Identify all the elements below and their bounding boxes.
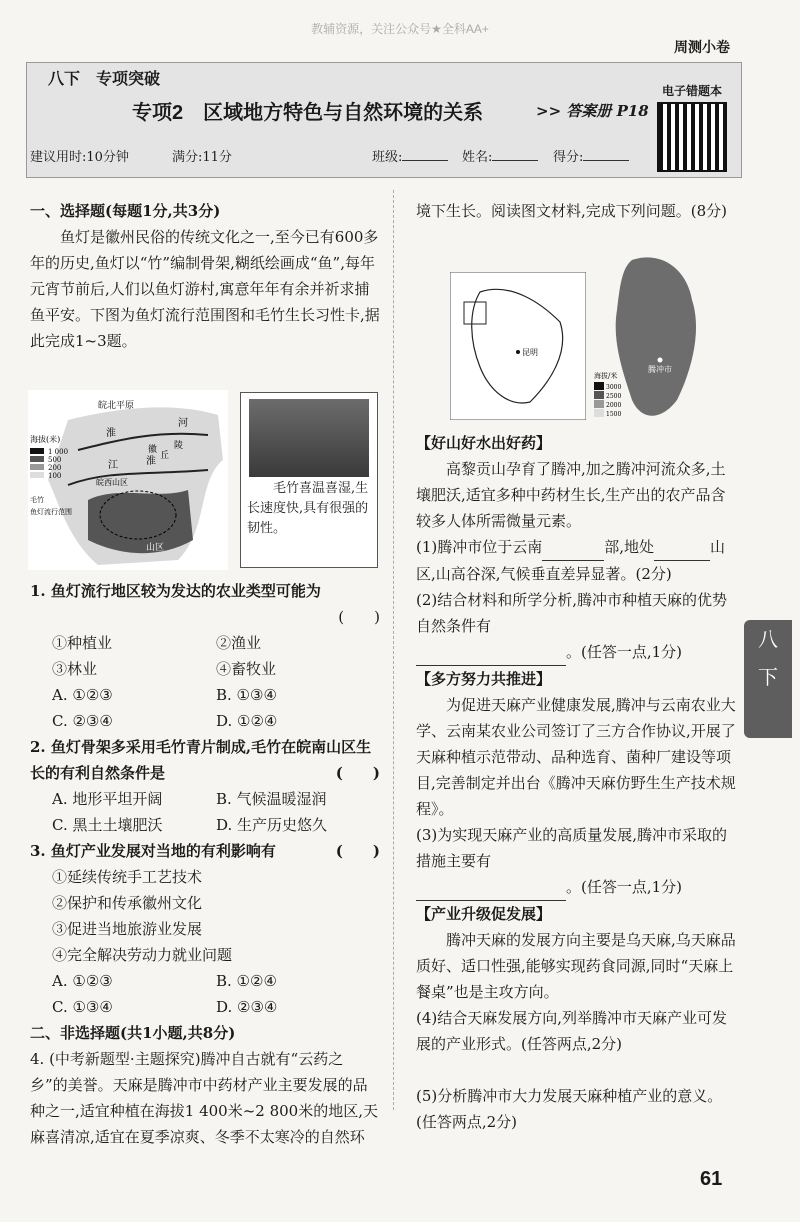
rq5: (5)分析腾冲市大力发展天麻种植产业的意义。(任答两点,2分) — [416, 1087, 723, 1131]
bamboo-card — [240, 392, 378, 568]
q1-item-2: ②渔业 — [216, 634, 262, 652]
legend-bamboo: 毛竹 — [30, 496, 44, 504]
qr-code-icon[interactable] — [657, 102, 727, 172]
bamboo-caption: 毛竹喜温喜湿,生长速度快,具有很强的韧性。 — [247, 481, 369, 536]
rq2: (2)结合材料和所学分析,腾冲市种植天麻的优势自然条件有 — [416, 591, 728, 635]
map-mountain-area — [88, 490, 193, 553]
legend-value-1: 1 000 — [48, 448, 69, 456]
q3-option-a[interactable]: A. ①②③ — [52, 972, 113, 990]
q2-option-c[interactable]: C. 黑土土壤肥沃 — [52, 816, 163, 834]
q3-option-b[interactable]: B. ①②④ — [216, 972, 277, 990]
fish-lantern-map — [28, 390, 228, 570]
qr-box[interactable] — [650, 82, 734, 172]
q1-option-a[interactable]: A. ①②③ — [52, 686, 113, 704]
section-upgrade: 【产业升级促发展】 — [416, 905, 552, 923]
rq3-answer[interactable]: 。(任答一点,1分) — [416, 874, 736, 901]
section-nonchoice-heading: 二、非选择题(共1小题,共8分) — [30, 1024, 236, 1042]
bamboo-photo — [249, 399, 369, 477]
q2-option-b[interactable]: B. 气候温暖湿润 — [216, 790, 327, 808]
kunming-dot — [516, 350, 520, 354]
map-label-jiang: 江 — [108, 460, 118, 471]
rq4: (4)结合天麻发展方向,列举腾冲市天麻产业可发展的产业形式。(任答两点,2分) — [416, 1009, 728, 1053]
map-label-hui: 徽 — [148, 445, 158, 455]
right-continue: 境下生长。阅读图文材料,完成下列问题。(8分) — [416, 202, 728, 220]
name-label: 姓名: — [462, 150, 493, 165]
page-title: 专项2 区域地方特色与自然环境的关系 — [132, 102, 484, 124]
q1-item-4: ④畜牧业 — [216, 660, 277, 678]
class-label: 班级: — [372, 150, 403, 165]
column-divider — [393, 190, 395, 1110]
relief-value-1: 3000 — [606, 384, 622, 391]
unit-side-tab[interactable] — [744, 620, 792, 738]
side-tab-char-1: 八 — [758, 627, 778, 651]
section-good-mountain: 【好山好水出好药】 — [416, 434, 552, 452]
legend-value-3: 200 — [48, 464, 62, 472]
q3-item-2: ②保护和传承徽州文化 — [52, 894, 203, 912]
tengchong-terrain — [616, 257, 696, 415]
q3-stem: 3. 鱼灯产业发展对当地的有利影响有 ( ) — [30, 838, 380, 864]
upgrade-text: 腾冲天麻的发展方向主要是乌天麻,乌天麻品质好、适口性强,能够实现药食同源,同时“天麻上餐桌”也是主攻方向。 — [416, 931, 736, 1001]
q1-option-c[interactable]: C. ②③④ — [52, 712, 113, 730]
relief-value-2: 2500 — [606, 393, 622, 400]
rq3: (3)为实现天麻产业的高质量发展,腾冲市采取的措施主要有 — [416, 826, 728, 870]
watermark: 教辅资源，关注公众号★全科AA+ — [311, 22, 489, 36]
q1-stem: 1. 鱼灯流行地区较为发达的农业类型可能为 — [30, 582, 321, 600]
map-label-river: 河 — [178, 418, 188, 429]
score-field[interactable] — [553, 146, 629, 165]
q1-option-d[interactable]: D. ①②④ — [216, 712, 278, 730]
q3-paren[interactable]: ( ) — [335, 842, 380, 860]
section-choice-heading: 一、选择题(每题1分,共3分) — [30, 202, 221, 220]
multi-effort-text: 为促进天麻产业健康发展,腾冲与云南农业大学、云南某农业公司签订了三方合作协议,开展了天麻种植示范带动、品种选育、菌种厂建设等项目,完善制定并出台《腾冲天麻仿野生生产技术规程》。 — [416, 696, 736, 818]
map-label-shan: 山区 — [146, 543, 165, 553]
rq1-blank-1[interactable] — [542, 534, 604, 561]
time-info: 建议用时:10分钟 — [30, 150, 129, 165]
q1-item-1: ①种植业 — [52, 634, 113, 652]
q2-paren[interactable]: ( ) — [335, 764, 380, 782]
tengchong-relief-map — [592, 250, 710, 426]
relief-legend-title: 海拔/米 — [594, 372, 618, 380]
map-label-kunming: 昆明 — [522, 348, 538, 357]
weekly-label: 周测小卷 — [674, 39, 730, 55]
score-total: 满分:11分 — [172, 150, 232, 165]
map-label-huai2: 淮 — [146, 456, 156, 467]
q2-option-d[interactable]: D. 生产历史悠久 — [216, 816, 328, 834]
relief-value-4: 1500 — [606, 411, 622, 418]
relief-value-3: 2000 — [606, 402, 622, 409]
q4-intro: 4. (中考新题型·主题探究)腾冲自古就有“云药之乡”的美誉。天麻是腾冲市中药材产业主要发展的品种之一,适宜种植在海拔1 400米~2 800米的地区,天麻喜清凉,适宜在夏季凉爽、冬季不太寒冷的自然环 — [30, 1050, 378, 1146]
rq1-blank-2[interactable] — [654, 534, 710, 561]
map-legend-title: 海拔(米) — [30, 435, 61, 444]
legend-fish-range: 鱼灯流行范围 — [30, 508, 72, 516]
map-label-huai: 淮 — [106, 428, 116, 439]
left-column-top — [30, 198, 380, 354]
map-label-qiu: 丘 — [160, 451, 170, 461]
q1-paren[interactable]: ( ) — [338, 608, 380, 626]
right-column — [416, 430, 736, 1135]
side-tab-char-2: 下 — [758, 665, 778, 689]
yunnan-map — [450, 272, 586, 420]
q3-option-c[interactable]: C. ①③④ — [52, 998, 113, 1016]
good-mountain-text: 高黎贡山孕育了腾冲,加之腾冲河流众多,土壤肥沃,适宜多种中药材生长,生产出的农产品含较多人体所需微量元素。 — [416, 460, 726, 530]
map-label-south: 皖西山区 — [96, 478, 128, 487]
left-questions — [30, 578, 380, 1150]
q3-item-3: ③促进当地旅游业发展 — [52, 920, 203, 938]
legend-value-4: 100 — [48, 472, 62, 480]
q3-item-4: ④完全解决劳动力就业问题 — [52, 946, 233, 964]
unit-tag: 八下 专项突破 — [48, 71, 161, 88]
q2-stem: 2. 鱼灯骨架多采用毛竹青片制成,毛竹在皖南山区生长的有利自然条件是 ( ) — [30, 734, 380, 786]
rq1: (1)腾冲市位于云南 部,地处 山区,山高谷深,气候垂直差异显著。(2分) — [416, 534, 736, 587]
class-field[interactable] — [372, 146, 448, 165]
fish-lantern-intro: 鱼灯是徽州民俗的传统文化之一,至今已有600多年的历史,鱼灯以“竹”编制骨架,糊纸绘画成“鱼”,每年元宵节前后,人们以鱼灯游村,寓意年年有余并祈求捕鱼平安。下图为鱼灯流行范围图和毛竹生长习性卡,据此完成1~3题。 — [30, 228, 380, 350]
map-label-ling: 陵 — [174, 441, 184, 451]
q1-option-b[interactable]: B. ①③④ — [216, 686, 277, 704]
page-number: 61 — [700, 1168, 723, 1190]
q3-item-1: ①延续传统手工艺技术 — [52, 868, 203, 886]
q1-item-3: ③林业 — [52, 660, 98, 678]
map-label-tengchong: 腾冲市 — [648, 365, 672, 374]
name-field[interactable] — [462, 146, 538, 165]
legend-value-2: 500 — [48, 456, 62, 464]
answer-reference: >> 答案册 P18 — [536, 102, 649, 120]
q2-option-a[interactable]: A. 地形平坦开阔 — [52, 790, 163, 808]
rq2-answer[interactable]: 。(任答一点,1分) — [416, 639, 736, 666]
tengchong-dot — [658, 358, 663, 363]
section-multi-effort: 【多方努力共推进】 — [416, 670, 552, 688]
score-label: 得分: — [553, 150, 584, 165]
q3-option-d[interactable]: D. ②③④ — [216, 998, 278, 1016]
map-label-plain: 皖北平原 — [98, 401, 135, 411]
qr-label: 电子错题本 — [661, 84, 722, 98]
